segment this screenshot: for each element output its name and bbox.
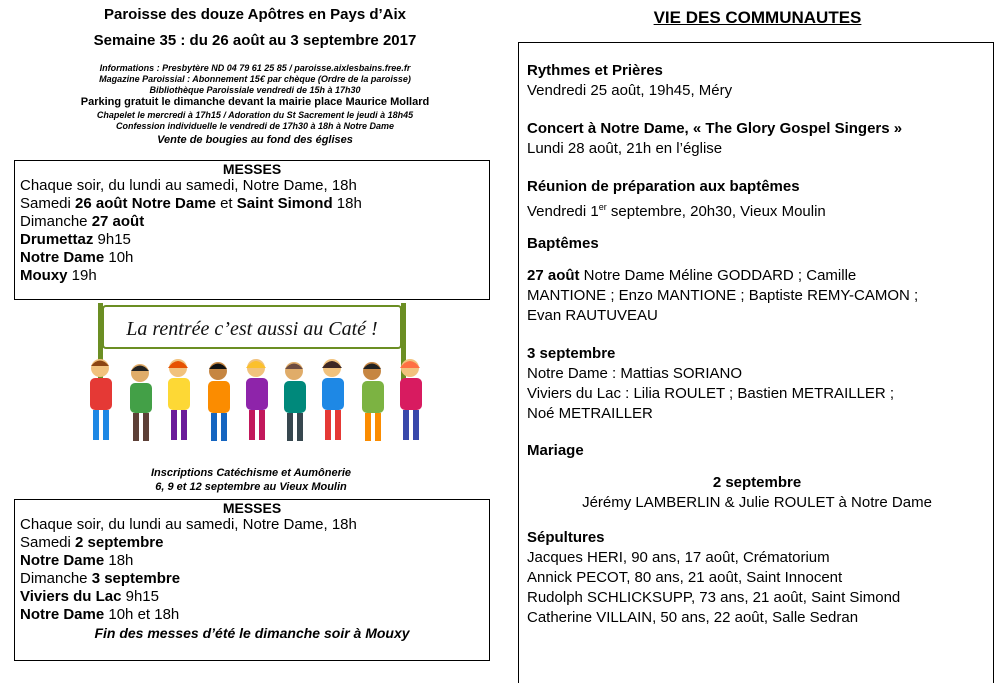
section-sepultures: Sépultures Jacques HERI, 90 ans, 17 août, Crématorium Annick PECOT, 80 ans, 21 août, Saint Innocent Rudolph SCHLICKSUPP, 73 ans, 21 août, Saint Simond Catherine VILLAIN, 50 ans, 22 août, Salle Sedran: [527, 529, 901, 626]
mariage-entry: 2 septembre Jérémy LAMBERLIN & Julie ROULET à Notre Dame: [582, 474, 932, 511]
community-title: VIE DES COMMUNAUTES: [653, 8, 862, 27]
community-box: [518, 42, 994, 683]
mass-line: Chaque soir, du lundi au samedi, Notre Dame, 18h: [20, 177, 357, 194]
masses-box-week1: [14, 160, 490, 300]
info-line: Bibliothèque Paroissiale vendredi de 15h à 17h30: [149, 85, 361, 95]
banner-text: La rentrée c’est aussi au Caté !: [126, 318, 378, 340]
mass-line: Notre Dame 18h: [20, 552, 134, 569]
week-title: Semaine 35 : du 26 août au 3 septembre 2017: [93, 32, 417, 49]
section-concert: Concert à Notre Dame, « The Glory Gospel Singers » Lundi 28 août, 21h en l’église: [527, 120, 903, 157]
info-line: Magazine Paroissial : Abonnement 15€ par chèque (Ordre de la paroisse): [99, 74, 411, 84]
masses-heading: MESSES: [222, 161, 282, 177]
masses-box-week2: [14, 499, 490, 661]
mass-line: Samedi 26 août Notre Dame et Saint Simond 18h: [20, 195, 362, 212]
info-line: Informations : Presbytère ND 04 79 61 25 85 / paroisse.aixlesbains.free.fr: [99, 63, 411, 73]
catechism-line: 6, 9 et 12 septembre au Vieux Moulin: [155, 481, 347, 493]
catechism-illustration: [68, 303, 438, 461]
section-reunion: Réunion de préparation aux baptêmes Vendredi 1er septembre, 20h30, Vieux Moulin: [527, 178, 826, 220]
parish-title: Paroisse des douze Apôtres en Pays d’Aix: [103, 6, 407, 23]
mass-line: Notre Dame 10h: [20, 249, 134, 266]
masses-heading: MESSES: [222, 500, 282, 516]
summer-masses-note: Fin des messes d’été le dimanche soir à Mouxy: [94, 625, 410, 641]
baptemes-27-aout: 27 août Notre Dame Méline GODDARD ; Camille MANTIONE ; Enzo MANTIONE ; Baptiste REMY-CAMON ; Evan RAUTUVEAU: [527, 267, 919, 324]
section-mariage: Mariage: [527, 442, 584, 459]
mass-line: Mouxy 19h: [20, 267, 97, 284]
mass-line: Viviers du Lac 9h15: [20, 588, 159, 605]
candles-info: Vente de bougies au fond des églises: [157, 134, 353, 146]
children-icon: [90, 359, 422, 441]
section-baptemes: Baptêmes: [527, 235, 599, 252]
info-line: Chapelet le mercredi à 17h15 / Adoration du St Sacrement le jeudi à 18h45: [96, 110, 414, 120]
mass-line: Drumettaz 9h15: [20, 231, 131, 248]
mass-line: Samedi 2 septembre: [20, 534, 164, 551]
mass-line: Dimanche 27 août: [20, 213, 145, 230]
mass-line: Notre Dame 10h et 18h: [20, 606, 180, 623]
info-line: Confession individuelle le vendredi de 17h30 à 18h à Notre Dame: [115, 121, 395, 131]
mass-line: Dimanche 3 septembre: [20, 570, 181, 587]
section-rythmes: Rythmes et Prières Vendredi 25 août, 19h45, Méry: [527, 62, 733, 99]
baptemes-3-septembre: 3 septembre Notre Dame : Mattias SORIANO Viviers du Lac : Lilia ROULET ; Bastien METRAILLER ; Noé METRAILLER: [527, 345, 895, 422]
catechism-line: Inscriptions Catéchisme et Aumônerie: [150, 467, 352, 479]
parking-info: Parking gratuit le dimanche devant la mairie place Maurice Mollard: [80, 96, 430, 108]
mass-line: Chaque soir, du lundi au samedi, Notre Dame, 18h: [20, 516, 357, 533]
